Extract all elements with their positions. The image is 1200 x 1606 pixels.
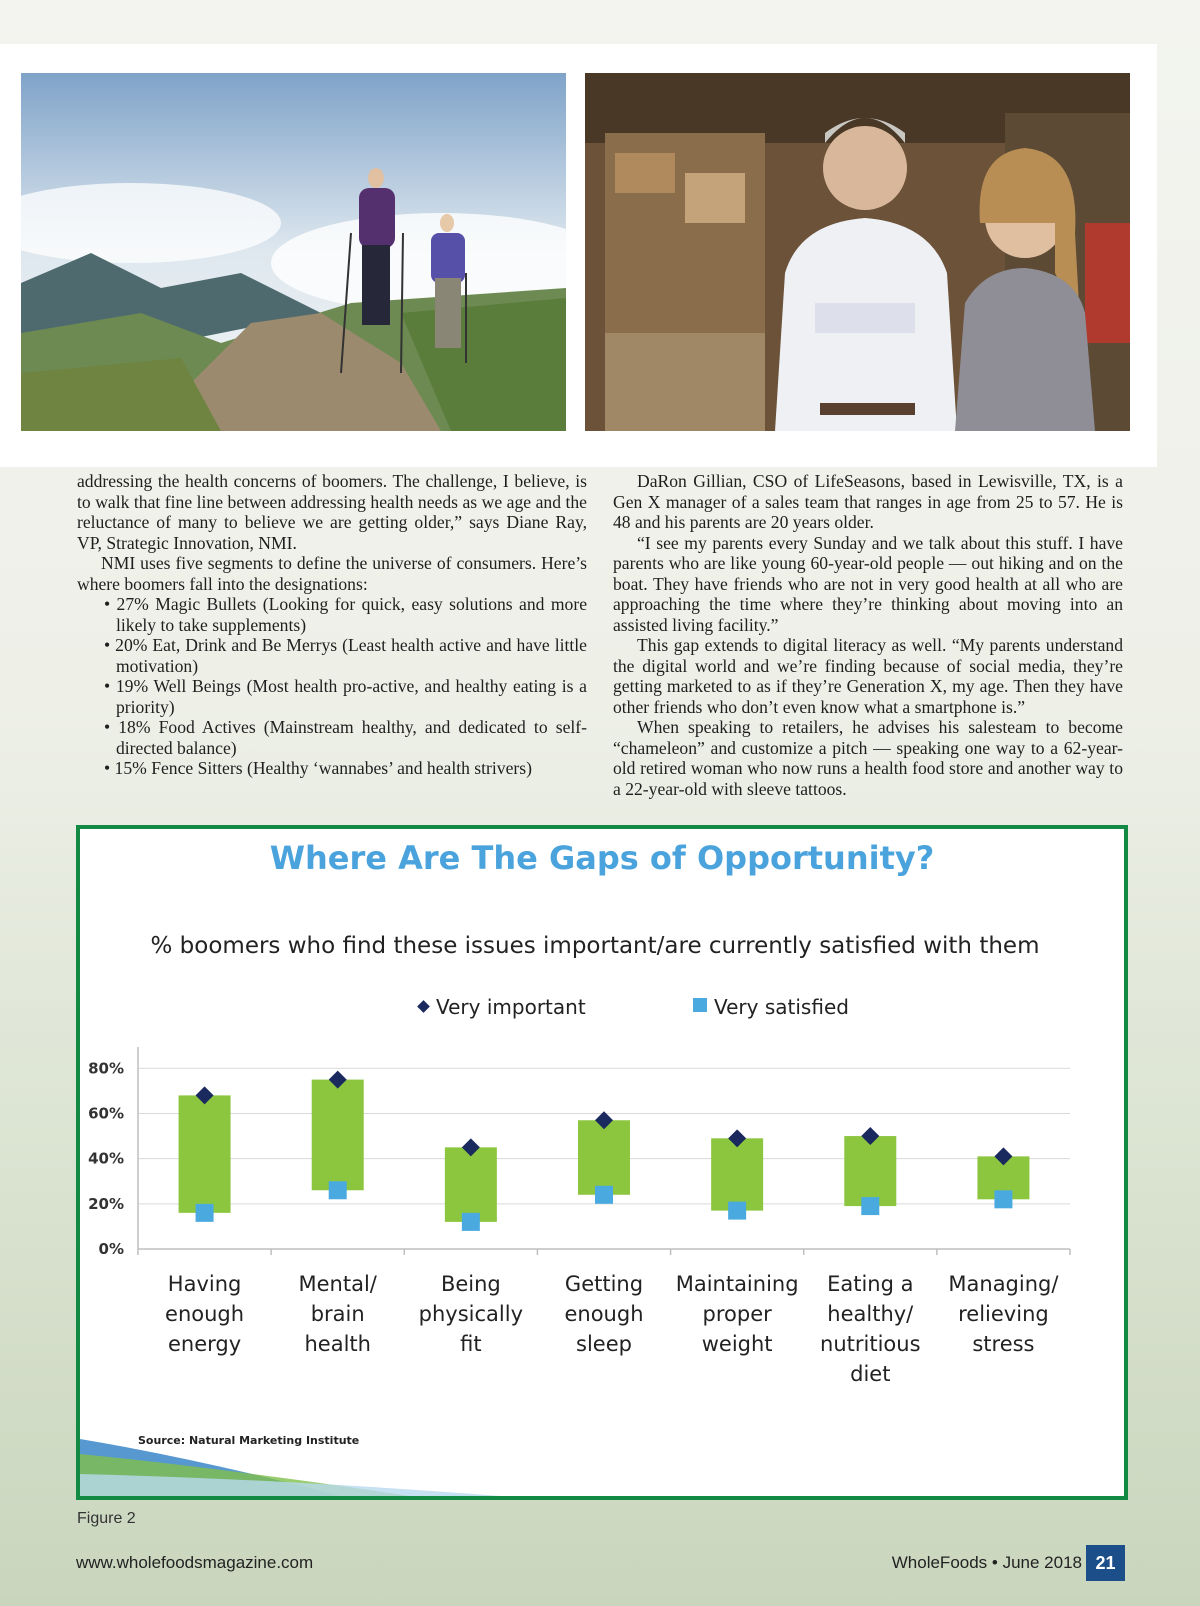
gaps-chart-frame (76, 825, 1128, 1500)
category-label-line: fit (460, 1332, 482, 1356)
gap-bar (711, 1138, 763, 1210)
category-label-line: sleep (576, 1332, 632, 1356)
category-label-line: Managing/ (948, 1272, 1059, 1296)
chart-legend (417, 995, 849, 1019)
segment-item: • 15% Fence Sitters (Healthy ‘wannabes’ and health strivers) (104, 758, 532, 778)
gap-bar (179, 1095, 231, 1212)
y-tick-label: 20% (88, 1194, 124, 1213)
satisfied-point (329, 1181, 347, 1199)
category-label-line: health (304, 1332, 371, 1356)
gap-bar (445, 1147, 497, 1222)
father-daughter-photo (585, 73, 1130, 431)
article-paragraph: DaRon Gillian, CSO of LifeSeasons, based in Lewisville, TX, is a Gen X manager of a sales team that ranges in age from 25 to 57. He is 48 and his parents are 20 years older. (613, 471, 1123, 532)
category-label-line: Getting (564, 1272, 644, 1296)
segment-item: • 27% Magic Bullets (Looking for quick, easy solutions and more likely to take supplements) (104, 594, 587, 635)
category-label (564, 1272, 643, 1356)
category-label (165, 1272, 244, 1356)
hiking-couple-photo (21, 73, 566, 431)
category-label-line: Mental/ (298, 1272, 377, 1296)
satisfied-point (994, 1190, 1012, 1208)
gap-bar (578, 1120, 630, 1195)
category-label (820, 1272, 921, 1386)
category-label-line: enough (165, 1302, 245, 1326)
article-column-right (613, 471, 1123, 799)
satisfied-point (728, 1202, 746, 1220)
article-paragraph: NMI uses five segments to define the universe of consumers. Here’s where boomers fall into the designations: (77, 553, 587, 594)
article-column-left (77, 471, 587, 779)
category-label-line: Eating a (827, 1272, 914, 1296)
gap-bar (312, 1080, 364, 1191)
article-paragraph: “I see my parents every Sunday and we talk about this stuff. I have parents who are like young 60-year-old people — out hiking and on the boat. They have friends who are not in very good health at all who are approaching the time where they’re thinking about moving into an assisted living facility.” (613, 532, 1123, 635)
category-label-line: Being (440, 1272, 501, 1296)
segment-item: • 18% Food Actives (Mainstream healthy, and dedicated to self-directed balance) (104, 717, 587, 758)
satisfied-point (595, 1186, 613, 1204)
legend-marker-very-satisfied (693, 998, 707, 1012)
category-label-line: nutritious (820, 1332, 921, 1356)
category-label-line: diet (850, 1362, 891, 1386)
y-tick-label: 40% (88, 1149, 124, 1168)
category-label (948, 1272, 1059, 1356)
plot-area (88, 1047, 1070, 1386)
chart-source: Source: Natural Marketing Institute (138, 1434, 360, 1447)
satisfied-point (861, 1197, 879, 1215)
category-label (676, 1272, 799, 1356)
y-tick-label: 80% (88, 1059, 124, 1078)
article-paragraph: When speaking to retailers, he advises his salesteam to become “chameleon” and customize a pitch — speaking one way to a 62-year-old retired woman who now runs a health food store and another way to a 22-year-old with sleeve tattoos. (613, 717, 1123, 799)
legend-label-very-satisfied: Very satisfied (714, 995, 849, 1019)
legend-label-very-important: Very important (436, 995, 586, 1019)
satisfied-point (196, 1204, 214, 1222)
figure-caption: Figure 2 (77, 1510, 136, 1527)
footer-website-link[interactable]: www.wholefoodsmagazine.com (76, 1553, 314, 1572)
category-label-line: healthy/ (827, 1302, 914, 1326)
category-label-line: enough (564, 1302, 644, 1326)
category-label-line: relieving (958, 1302, 1049, 1326)
legend-marker-very-important (417, 1000, 430, 1013)
category-label-line: proper (702, 1302, 772, 1326)
category-label (419, 1272, 523, 1356)
corner-swoosh (80, 1439, 500, 1496)
category-label (299, 1272, 378, 1356)
article-paragraph: This gap extends to digital literacy as well. “My parents understand the digital world and we’re finding because of social media, they’re getting marketed to as if they’re Generation X, my age. Then they have other friends who don’t even know what a smartphone is.” (613, 635, 1123, 717)
category-label-line: brain (310, 1302, 365, 1326)
category-label-line: energy (167, 1332, 242, 1356)
footer-magazine-issue: WholeFoods • June 2018 (891, 1553, 1082, 1572)
category-label-line: Having (167, 1272, 242, 1296)
category-label-line: weight (701, 1332, 773, 1356)
segment-list (77, 594, 587, 779)
segment-item: • 19% Well Beings (Most health pro-active, and healthy eating is a priority) (104, 676, 587, 717)
article-paragraph: addressing the health concerns of boomers. The challenge, I believe, is to walk that fine line between addressing health needs as we age and the reluctance of many to believe we are getting older,” says Diane Ray, VP, Strategic Innovation, NMI. (77, 471, 587, 553)
category-label-line: physically (418, 1302, 524, 1326)
satisfied-point (462, 1213, 480, 1231)
gaps-chart (80, 829, 1124, 1496)
y-tick-label: 0% (98, 1240, 124, 1258)
segment-item: • 20% Eat, Drink and Be Merrys (Least health active and have little motivation) (104, 635, 587, 676)
chart-subtitle: % boomers who find these issues important/are currently satisfied with them (150, 933, 1040, 959)
page-number-badge: 21 (1086, 1545, 1125, 1581)
y-tick-label: 60% (88, 1104, 124, 1123)
chart-title: Where Are The Gaps of Opportunity? (269, 839, 935, 877)
category-label-line: stress (972, 1332, 1035, 1356)
gap-bar (844, 1136, 896, 1206)
category-label-line: Maintaining (675, 1272, 799, 1296)
